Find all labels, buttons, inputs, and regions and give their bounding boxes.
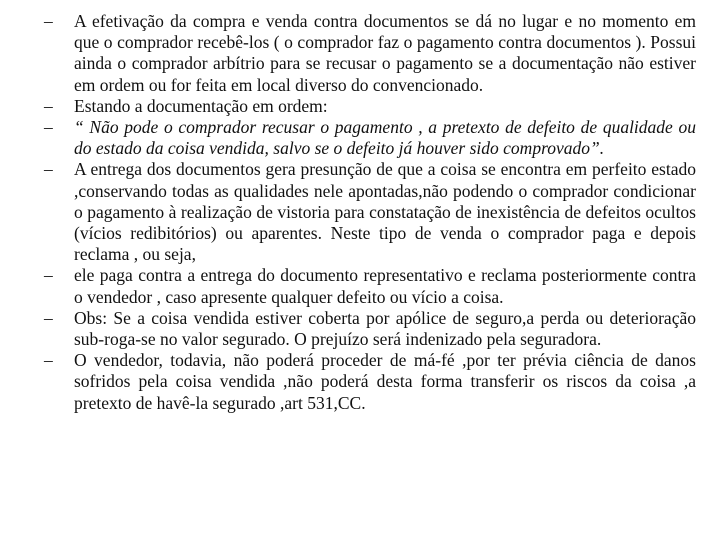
bullet-text: Estando a documentação em ordem: [74, 95, 328, 116]
bullet-text: A entrega dos documentos gera presunção de que a coisa se encontra em perfeito estado ,conservando todas as qualidades nele apontadas,não podendo o comprador condicionar o pagamento à realização de vistoria para constatação de inexistência de defeitos ocultos (vícios redibitórios) ou aparentes. Neste tipo de venda o comprador paga e depois reclama , ou seja, [74, 159, 696, 265]
bullet-quote-text: “ Não pode o comprador recusar o pagamento , a pretexto de defeito de qualidade ou do estado da coisa vendida, salvo se o defeito já houver sido comprovado”. [74, 117, 696, 159]
dash-marker: – [44, 159, 53, 180]
bullet-item-6 [44, 308, 696, 350]
bullet-item-4 [44, 159, 696, 265]
bullet-item-5 [44, 265, 696, 307]
dash-marker: – [44, 350, 53, 371]
bullet-list [44, 11, 696, 414]
dash-marker: – [44, 95, 53, 116]
bullet-text: ele paga contra a entrega do documento representativo e reclama posteriormente contra o vendedor , caso apresente qualquer defeito ou vício a coisa. [74, 265, 696, 307]
bullet-item-7 [44, 350, 696, 414]
bullet-text: O vendedor, todavia, não poderá proceder de má-fé ,por ter prévia ciência de danos sofridos pela coisa vendida ,não poderá desta forma transferir os riscos da coisa ,a pretexto de havê-la segurado ,art 531,CC. [74, 350, 696, 413]
dash-marker: – [44, 265, 53, 286]
dash-marker: – [44, 11, 53, 31]
bullet-item-3 [44, 117, 696, 159]
dash-marker: – [44, 307, 53, 328]
dash-marker: – [44, 117, 53, 138]
bullet-text: A efetivação da compra e venda contra documentos se dá no lugar e no momento em que o comprador recebê-los ( o comprador faz o pagamento contra documentos ). Possui ainda o comprador arbítrio para se recusar o pagamento se a documentação não estiver em ordem ou for feita em local diverso do convencionado. [74, 11, 696, 95]
bullet-text: Obs: Se a coisa vendida estiver coberta por apólice de seguro,a perda ou deterioração sub-roga-se no valor segurado. O prejuízo será indenizado pela seguradora. [74, 307, 696, 350]
bullet-item-2 [44, 96, 696, 117]
bullet-item-1 [44, 11, 696, 96]
